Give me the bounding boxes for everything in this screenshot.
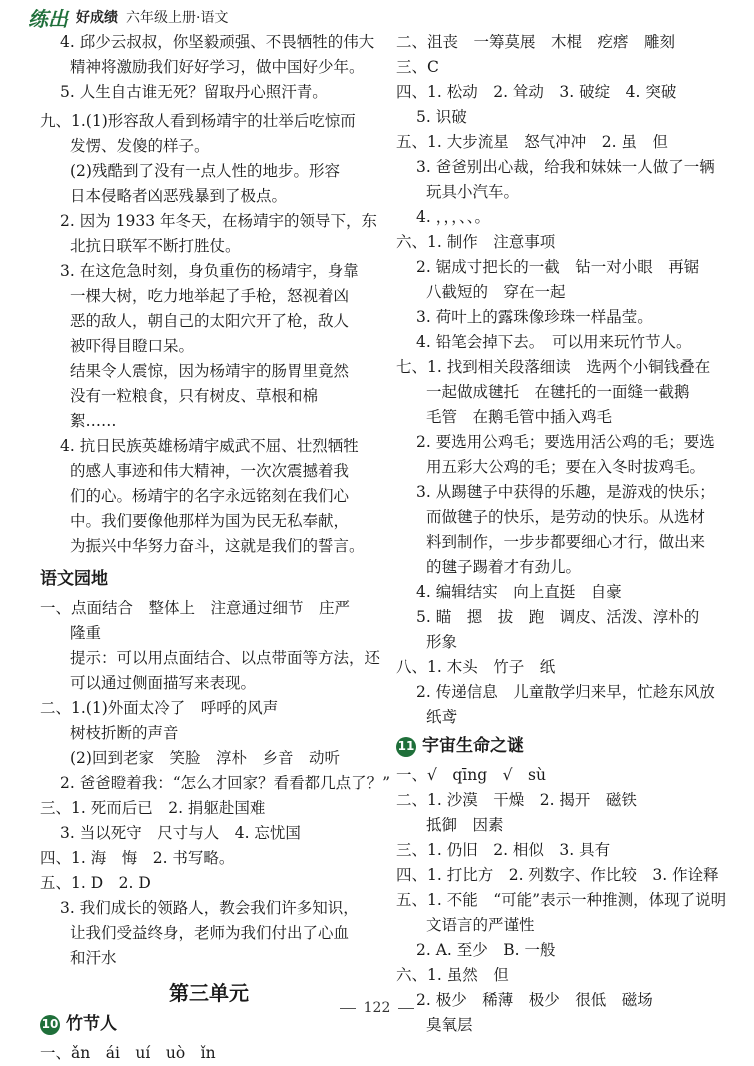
left-answer-line: 树枝折断的声音: [70, 724, 179, 742]
left-answer-line: 2. 爸爸瞪着我：“怎么才回家？看看都几点了？”: [60, 774, 391, 792]
right-answer-line: 一、√ qīng √ sù: [396, 766, 546, 784]
right-answer-line: 三、1. 仍旧 2. 相似 3. 具有: [396, 841, 611, 859]
right-answer-line: 的毽子踢着才有劲儿。: [426, 558, 582, 576]
right-answer-line: 一起做成毽托 在毽托的一面缝一截鹅: [426, 383, 690, 401]
left-answer-line: 2. 因为 1933 年冬天，在杨靖宇的领导下，东: [60, 212, 378, 230]
left-answer-line: 3. 在这危急时刻，身负重伤的杨靖宇，身靠: [60, 262, 359, 280]
left-answer-line: 4. 邱少云叔叔，你坚毅顽强、不畏牺牲的伟大: [60, 33, 375, 51]
right-answer-line: 二、1. 沙漠 干燥 2. 揭开 磁铁: [396, 791, 637, 809]
lesson-title: [396, 734, 736, 759]
left-answer-line: 中。我们要像他那样为国为民无私奉献，: [70, 512, 350, 530]
left-answer-line: 和汗水: [70, 949, 117, 967]
left-answer-line: (2)残酷到了没有一点人性的地步。形容: [70, 162, 340, 180]
left-answer-line: 让我们受益终身，老师为我们付出了心血: [70, 924, 350, 942]
page-footer: [0, 1000, 754, 1016]
lesson-title-text: 竹节人: [66, 1014, 117, 1034]
right-answer-line: 七、1. 找到相关段落细读 选两个小铜钱叠在: [396, 358, 711, 376]
brand-name: 好成绩: [76, 10, 118, 26]
left-answer-line: 们的心。杨靖宇的名字永远铭刻在我们心: [70, 487, 350, 505]
right-answer-line: 4. ，，，、、。: [416, 208, 490, 226]
page-number: 122: [363, 1000, 391, 1016]
right-answer-line: 而做毽子的快乐，是劳动的快乐。从选材: [426, 508, 706, 526]
right-answer-line: 2. 传递信息 儿童散学归来早，忙趁东风放: [416, 683, 715, 701]
right-answer-line: 四、1. 松动 2. 耸动 3. 破绽 4. 突破: [396, 83, 677, 101]
right-answer-line: 抵御 因素: [426, 816, 504, 834]
lesson-number-badge: 11: [396, 737, 416, 757]
right-answer-line: 六、1. 制作 注意事项: [396, 233, 556, 251]
right-answer-line: 八、1. 木头 竹子 纸: [396, 658, 556, 676]
right-answer-line: 3. 荷叶上的露珠像珍珠一样晶莹。: [416, 308, 653, 326]
right-answer-line: 4. 编辑结实 向上直挺 自豪: [416, 583, 622, 601]
left-answer-line: 五、1. D 2. D: [40, 874, 151, 892]
left-answer-line: 三、1. 死而后已 2. 捐躯赴国难: [40, 799, 266, 817]
left-answer-line: 3. 当以死守 尺寸与人 4. 忘忧国: [60, 824, 301, 842]
right-column: [396, 30, 736, 1038]
right-answer-line: 八截短的 穿在一起: [426, 283, 566, 301]
left-answer-line: (2)回到老家 笑脸 淳朴 乡音 动听: [70, 749, 340, 767]
left-answer-line: 发愣、发傻的样子。: [70, 137, 210, 155]
left-answer-line: 的感人事迹和伟大精神，一次次震撼着我: [70, 462, 350, 480]
right-answer-line: 臭氧层: [426, 1016, 473, 1034]
left-answer-line: 隆重: [70, 624, 102, 642]
lesson-title-text: 宇宙生命之谜: [422, 736, 524, 756]
right-answer-line: 料到制作，一步步都要细心才行，做出来: [426, 533, 706, 551]
right-answer-line: 3. 爸爸别出心裁，给我和妹妹一人做了一辆: [416, 158, 715, 176]
left-answer-line: 二、1.(1)外面太冷了 呼呼的风声: [40, 699, 279, 717]
left-answer-line: 一、ǎn ái uí uò ǐn: [40, 1044, 216, 1062]
unit-heading: 第三单元: [169, 981, 249, 1005]
right-answer-line: 5. 识破: [416, 108, 467, 126]
right-answer-line: 5. 瞄 摁 拔 跑 调皮、活泼、淳朴的: [416, 608, 700, 626]
right-answer-line: 4. 铅笔会掉下去。 可以用来玩竹节人。: [416, 333, 692, 351]
right-answer-line: 2. A. 至少 B. 一般: [416, 941, 556, 959]
left-answer-line: 日本侵略者凶恶残暴到了极点。: [70, 187, 288, 205]
right-answer-line: 2. 要选用公鸡毛；要选用活公鸡的毛；要选: [416, 433, 715, 451]
left-answer-line: 四、1. 海 悔 2. 书写略。: [40, 849, 235, 867]
left-answer-line: 没有一粒粮食，只有树皮、草根和棉: [70, 387, 319, 405]
right-answer-line: 二、沮丧 一筹莫展 木棍 疙瘩 雕刻: [396, 33, 676, 51]
right-answer-line: 3. 从踢毽子中获得的乐趣，是游戏的快乐；: [416, 483, 715, 501]
lesson-number-badge: 10: [40, 1015, 60, 1035]
left-answer-line: 结果令人震惊，因为杨靖宇的肠胃里竟然: [70, 362, 350, 380]
left-column: [40, 30, 391, 1066]
brand-logo: 练出: [28, 6, 68, 31]
right-answer-line: 四、1. 打比方 2. 列数字、作比较 3. 作诠释: [396, 866, 719, 884]
left-answer-line: 4. 抗日民族英雄杨靖宇威武不屈、壮烈牺牲: [60, 437, 359, 455]
right-answer-line: 五、1. 不能 “可能”表示一种推测，体现了说明: [396, 891, 727, 909]
right-answer-line: 五、1. 大步流星 怒气冲冲 2. 虽 但: [396, 133, 668, 151]
left-answer-line: 一、点面结合 整体上 注意通过细节 庄严: [40, 599, 351, 617]
left-answer-line: 精神将激励我们好好学习，做中国好少年。: [70, 58, 365, 76]
right-answer-line: 形象: [426, 633, 458, 651]
left-answer-line: 恶的敌人，朝自己的太阳穴开了枪，敌人: [70, 312, 350, 330]
left-answer-line: 絮……: [70, 412, 117, 430]
left-answer-line: 为振兴中华努力奋斗，这就是我们的誓言。: [70, 537, 365, 555]
left-answer-line: 一棵大树，吃力地举起了手枪，怒视着凶: [70, 287, 350, 305]
left-answer-line: 提示：可以用点面结合、以点带面等方法，还: [70, 649, 381, 667]
left-answer-line: 北抗日联军不断打胜仗。: [70, 237, 241, 255]
page-header: [28, 4, 228, 30]
section-heading: 语文园地: [40, 569, 108, 589]
right-answer-line: 用五彩大公鸡的毛；要在入冬时拔鸡毛。: [426, 458, 706, 476]
right-answer-line: 文语言的严谨性: [426, 916, 535, 934]
right-answer-line: 纸鸢: [426, 708, 458, 726]
grade-subject: 六年级上册·语文: [126, 10, 229, 26]
left-answer-line: 被吓得目瞪口呆。: [70, 337, 195, 355]
right-answer-line: 2. 极少 稀薄 极少 很低 磁场: [416, 991, 653, 1009]
right-answer-line: 六、1. 虽然 但: [396, 966, 509, 984]
right-answer-line: 玩具小汽车。: [426, 183, 520, 201]
left-answer-line: 3. 我们成长的领路人，教会我们许多知识，: [60, 899, 359, 917]
left-answer-line: 5. 人生自古谁无死？留取丹心照汗青。: [60, 83, 328, 101]
right-answer-line: 毛管 在鹅毛管中插入鸡毛: [426, 408, 613, 426]
left-answer-line: 九、1.(1)形容敌人看到杨靖宇的壮举后吃惊而: [40, 112, 356, 130]
right-answer-line: 2. 锯成寸把长的一截 钻一对小眼 再锯: [416, 258, 700, 276]
right-answer-line: 三、C: [396, 58, 439, 76]
left-answer-line: 可以通过侧面描写来表现。: [70, 674, 257, 692]
